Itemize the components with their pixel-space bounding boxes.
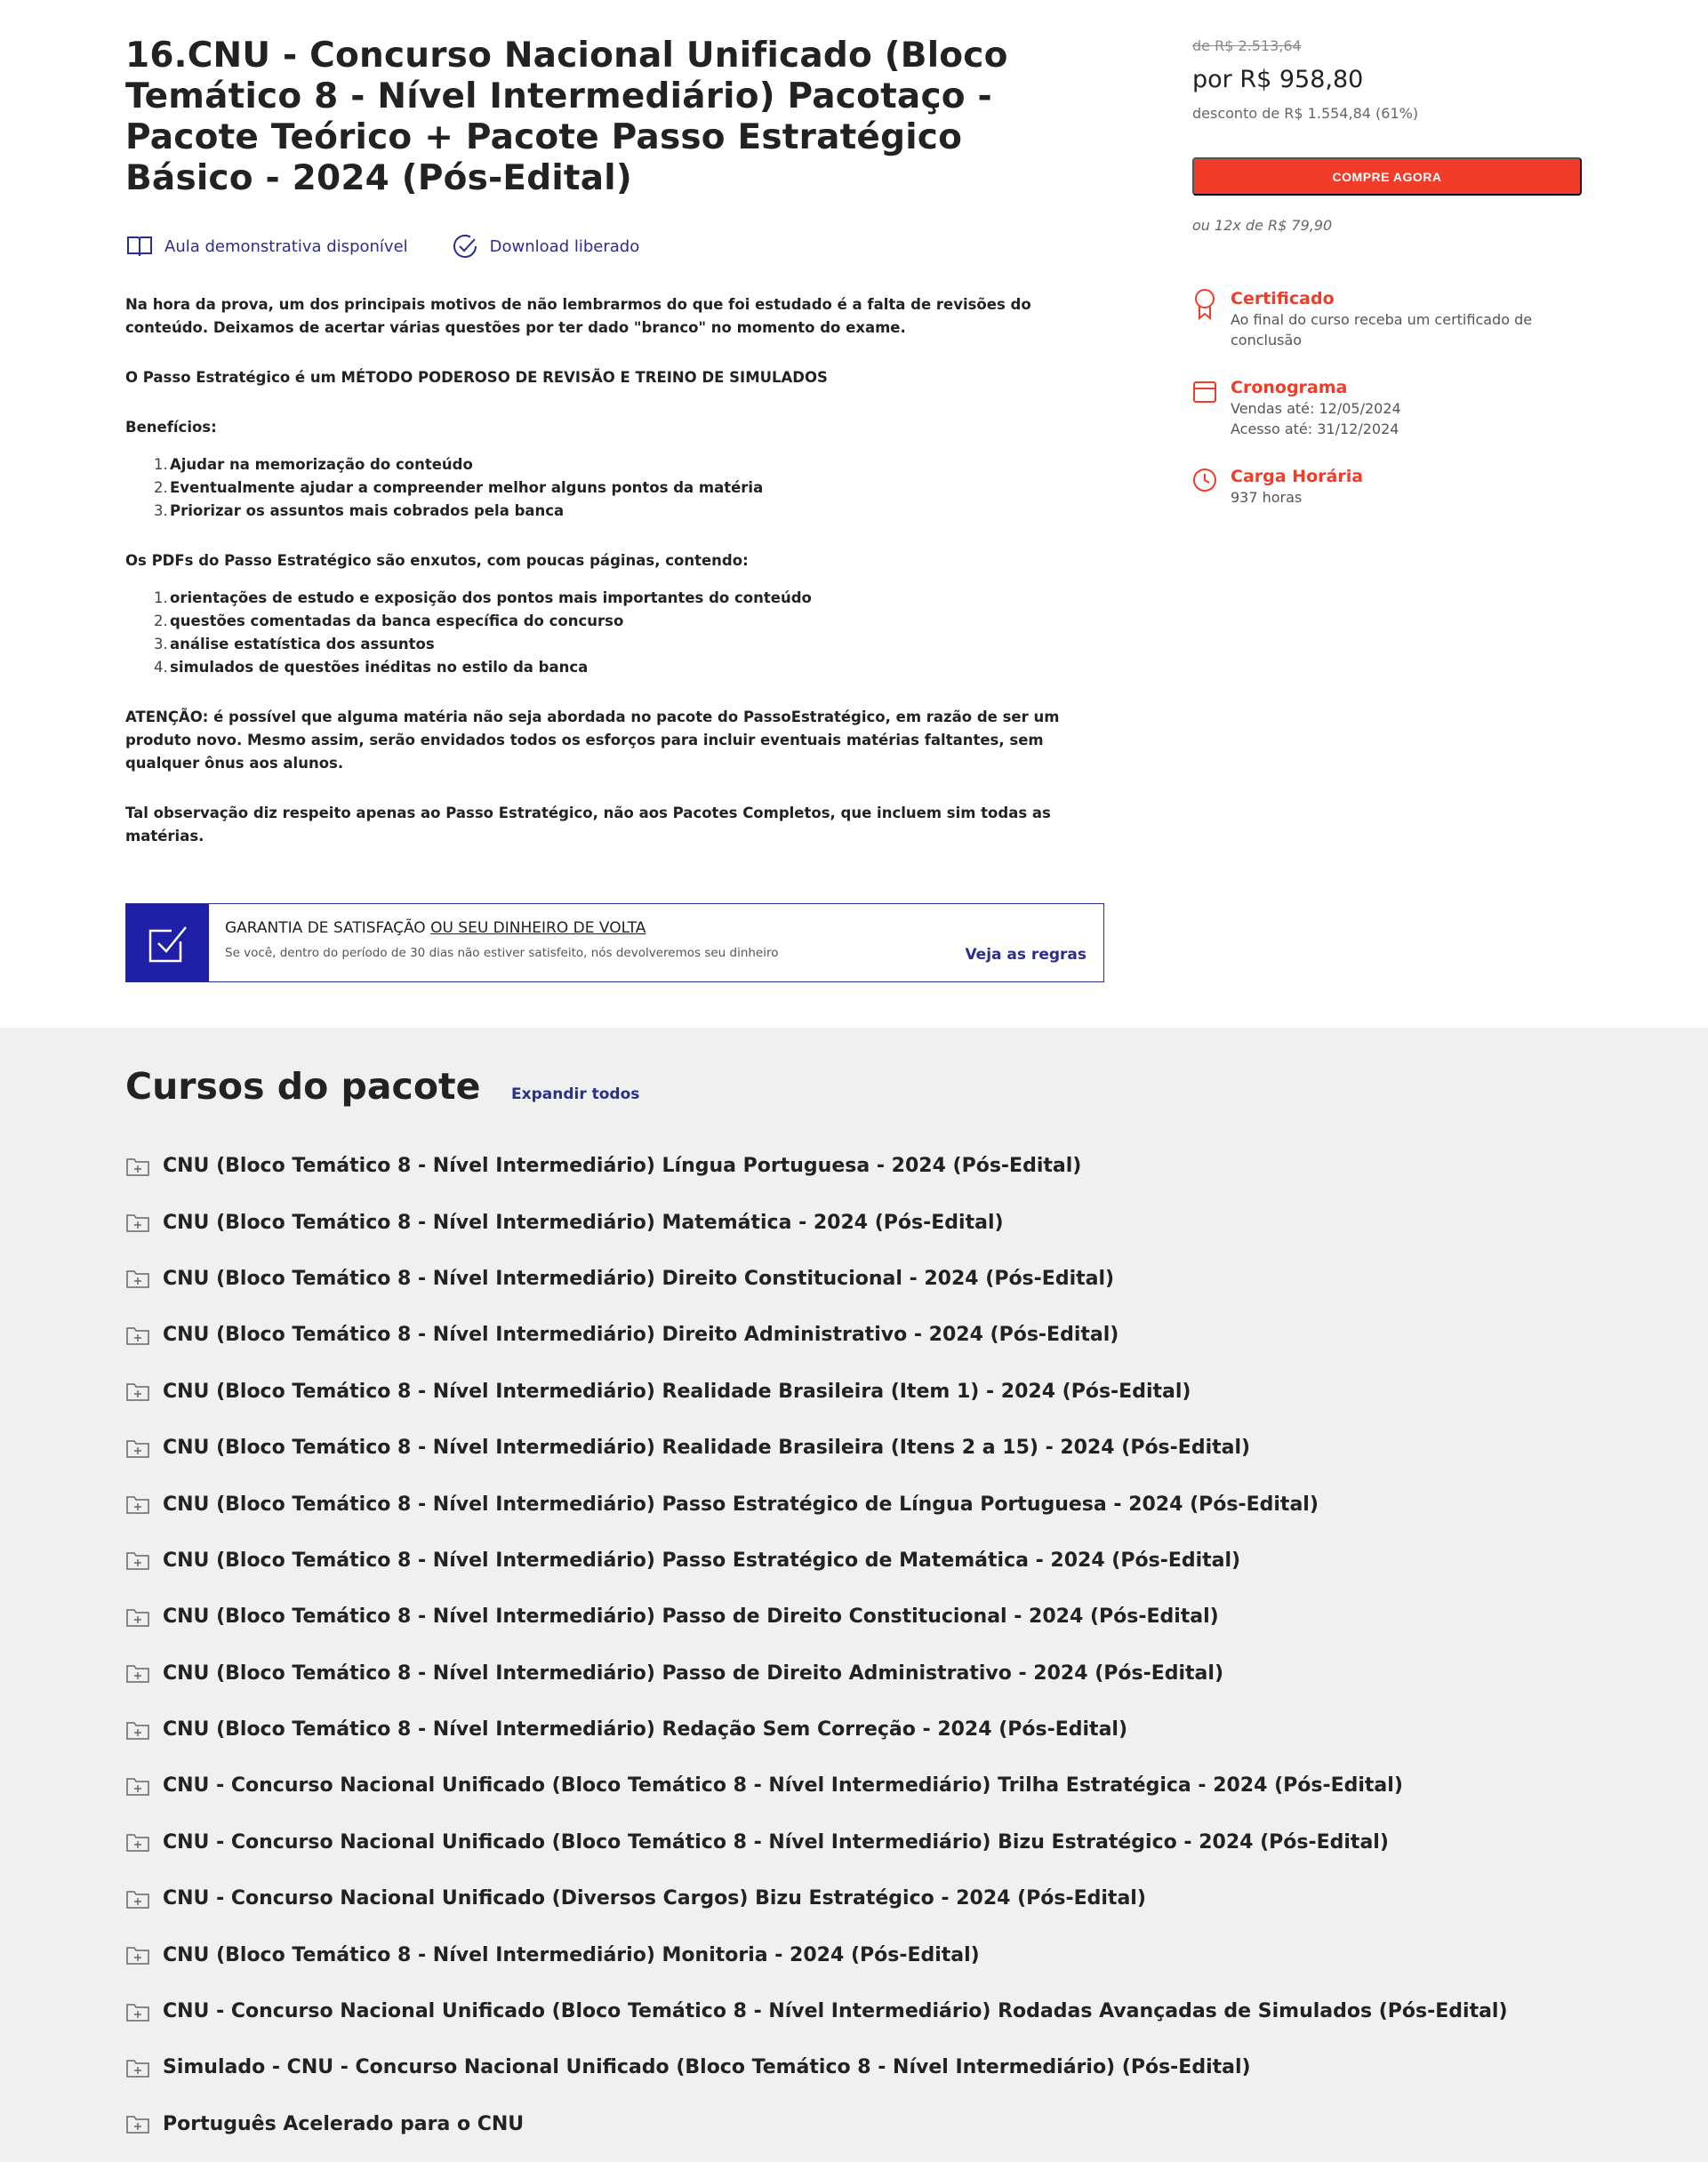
price-current: por R$ 958,80 — [1192, 66, 1364, 93]
course-row[interactable] — [125, 1194, 1637, 1250]
folder-plus-icon — [125, 2113, 150, 2134]
list-item: 1. Ajudar na memorização do conteúdo — [154, 456, 473, 473]
schedule-title: Cronograma — [1231, 378, 1348, 397]
clock-icon — [1192, 466, 1217, 498]
course-row[interactable] — [125, 1926, 1637, 1982]
expand-all-link[interactable]: Expandir todos — [511, 1085, 640, 1103]
course-name: Português Acelerado para o CNU — [163, 2112, 525, 2135]
course-name: CNU (Bloco Temático 8 - Nível Intermediário) Realidade Brasileira (Item 1) - 2024 (Pós-Edital) — [163, 1380, 1191, 1403]
list-item: 4. simulados de questões inéditas no estilo da banca — [154, 659, 589, 676]
course-list — [125, 1138, 1637, 2152]
course-row[interactable] — [125, 2096, 1637, 2152]
folder-plus-icon — [125, 1606, 150, 1628]
course-row[interactable] — [125, 1138, 1637, 1194]
price-discount: desconto de R$ 1.554,84 (61%) — [1192, 105, 1419, 122]
course-row[interactable] — [125, 1870, 1637, 1926]
course-row[interactable] — [125, 1983, 1637, 2039]
list-item: 2. Eventualmente ajudar a compreender melhor alguns pontos da matéria — [154, 479, 764, 496]
course-name: CNU (Bloco Temático 8 - Nível Intermediário) Passo Estratégico de Língua Portuguesa - 2024 (Pós-Edital) — [163, 1493, 1319, 1516]
product-section — [0, 0, 1708, 1028]
folder-plus-icon — [125, 1831, 150, 1853]
guarantee-icon-box — [126, 904, 209, 981]
course-name: CNU (Bloco Temático 8 - Nível Intermediário) Língua Portuguesa - 2024 (Pós-Edital) — [163, 1155, 1082, 1178]
course-row[interactable] — [125, 1646, 1637, 1702]
course-name: CNU (Bloco Temático 8 - Nível Intermediário) Realidade Brasileira (Itens 2 a 15) - 2024 (Pós-Edital) — [163, 1437, 1251, 1460]
course-name: Simulado - CNU - Concurso Nacional Unificado (Bloco Temático 8 - Nível Intermediário) (Pós-Edital) — [163, 2056, 1251, 2079]
checkbox-checked-icon — [145, 920, 191, 966]
folder-plus-icon — [125, 1549, 150, 1571]
course-row[interactable] — [125, 1364, 1637, 1420]
course-name: CNU - Concurso Nacional Unificado (Bloco Temático 8 - Nível Intermediário) Trilha Estratégica - 2024 (Pós-Edital) — [163, 1774, 1403, 1798]
course-row[interactable] — [125, 1758, 1637, 1814]
course-name: CNU (Bloco Temático 8 - Nível Intermediário) Direito Administrativo - 2024 (Pós-Edital) — [163, 1324, 1119, 1347]
folder-plus-icon — [125, 1437, 150, 1459]
course-name: CNU (Bloco Temático 8 - Nível Intermediário) Passo de Direito Administrativo - 2024 (Pós-Edital) — [163, 1662, 1223, 1685]
feature-download[interactable] — [451, 232, 640, 260]
pdfs-list — [125, 587, 1103, 679]
certificate-title: Certificado — [1231, 289, 1335, 308]
folder-plus-icon — [125, 2001, 150, 2022]
folder-plus-icon — [125, 2057, 150, 2078]
folder-plus-icon — [125, 1662, 150, 1684]
info-schedule — [1192, 377, 1584, 439]
folder-plus-icon — [125, 1888, 150, 1910]
folder-plus-icon — [125, 1212, 150, 1233]
course-name: CNU - Concurso Nacional Unificado (Bloco Temático 8 - Nível Intermediário) Bizu Estratégico - 2024 (Pós-Edital) — [163, 1830, 1389, 1854]
list-item: 1. orientações de estudo e exposição dos pontos mais importantes do conteúdo — [154, 589, 812, 606]
course-row[interactable] — [125, 1589, 1637, 1645]
feature-demo-class[interactable] — [125, 232, 408, 260]
folder-plus-icon — [125, 1775, 150, 1797]
feature-row — [125, 233, 639, 260]
certificate-text: Ao final do curso receba um certificado de conclusão — [1231, 311, 1533, 348]
folder-plus-icon — [125, 1944, 150, 1966]
feature-label: Download liberado — [489, 236, 640, 256]
observation-note: Tal observação diz respeito apenas ao Passo Estratégico, não aos Pacotes Completos, que incluem sim todas as matérias. — [125, 805, 1051, 845]
workload-text: 937 horas — [1231, 489, 1303, 506]
workload-title: Carga Horária — [1231, 467, 1364, 486]
list-item: 3. análise estatística dos assuntos — [154, 636, 435, 653]
check-circle-icon — [451, 232, 479, 260]
benefits-title: Benefícios: — [125, 419, 217, 436]
info-certificate — [1192, 288, 1584, 350]
description — [125, 293, 1103, 848]
page-title: 16.CNU - Concurso Nacional Unificado (Bloco Temático 8 - Nível Intermediário) Pacotaço - Pacote Teórico + Pacote Passo Estratégico Básico - 2024 (Pós-Edital) — [125, 36, 1008, 198]
guarantee-title: GARANTIA DE SATISFAÇÃO OU SEU DINHEIRO DE VOLTA — [225, 919, 646, 937]
description-intro: Na hora da prova, um dos principais motivos de não lembrarmos do que foi estudado é a falta de revisões do conteúdo. Deixamos de acertar várias questões por ter dado "branco" no momento do exame. — [125, 296, 1031, 336]
price-old: de R$ 2.513,64 — [1192, 37, 1302, 54]
course-row[interactable] — [125, 1476, 1637, 1532]
course-row[interactable] — [125, 1533, 1637, 1589]
course-name: CNU (Bloco Temático 8 - Nível Intermediário) Passo de Direito Constitucional - 2024 (Pós-Edital) — [163, 1605, 1219, 1629]
course-name: CNU (Bloco Temático 8 - Nível Intermediário) Passo Estratégico de Matemática - 2024 (Pós-Edital) — [163, 1549, 1241, 1572]
course-name: CNU (Bloco Temático 8 - Nível Intermediário) Monitoria - 2024 (Pós-Edital) — [163, 1943, 980, 1966]
guarantee-banner — [125, 903, 1104, 982]
course-name: CNU - Concurso Nacional Unificado (Diversos Cargos) Bizu Estratégico - 2024 (Pós-Edital) — [163, 1887, 1146, 1910]
course-row[interactable] — [125, 1251, 1637, 1307]
course-row[interactable] — [125, 1814, 1637, 1870]
description-method: O Passo Estratégico é um MÉTODO PODEROSO DE REVISÃO E TREINO DE SIMULADOS — [125, 369, 828, 386]
book-open-icon — [125, 232, 154, 260]
guarantee-subtitle: Se você, dentro do período de 30 dias não estiver satisfeito, nós devolveremos seu dinheiro — [225, 946, 779, 960]
course-name: CNU (Bloco Temático 8 - Nível Intermediário) Redação Sem Correção - 2024 (Pós-Edital) — [163, 1718, 1128, 1742]
course-row[interactable] — [125, 1702, 1637, 1758]
courses-title: Cursos do pacote — [125, 1065, 481, 1108]
info-workload — [1192, 466, 1584, 508]
calendar-icon — [1192, 377, 1217, 409]
course-name: CNU (Bloco Temático 8 - Nível Intermediário) Matemática - 2024 (Pós-Edital) — [163, 1211, 1004, 1234]
course-row[interactable] — [125, 2039, 1637, 2095]
list-item: 2. questões comentadas da banca específica do concurso — [154, 613, 624, 629]
folder-plus-icon — [125, 1381, 150, 1402]
award-ribbon-icon — [1192, 288, 1217, 320]
folder-plus-icon — [125, 1268, 150, 1289]
course-name: CNU - Concurso Nacional Unificado (Bloco Temático 8 - Nível Intermediário) Rodadas Avançadas de Simulados (Pós-Edital) — [163, 2000, 1508, 2023]
course-row[interactable] — [125, 1307, 1637, 1363]
benefits-list — [125, 453, 1103, 523]
folder-plus-icon — [125, 1156, 150, 1177]
installments-text: ou 12x de R$ 79,90 — [1192, 217, 1333, 234]
pdfs-title: Os PDFs do Passo Estratégico são enxutos, com poucas páginas, contendo: — [125, 552, 749, 569]
course-name: CNU (Bloco Temático 8 - Nível Intermediário) Direito Constitucional - 2024 (Pós-Edital) — [163, 1267, 1115, 1290]
course-row[interactable] — [125, 1420, 1637, 1476]
folder-plus-icon — [125, 1719, 150, 1741]
guarantee-rules-link[interactable]: Veja as regras — [965, 946, 1087, 964]
attention-note: ATENÇÃO: é possível que alguma matéria não seja abordada no pacote do PassoEstratégico, em razão de ser um produto novo. Mesmo assim, serão envidados todos os esforços para incluir eventuais matérias faltantes, sem qualquer ônus aos alunos. — [125, 709, 1060, 772]
folder-plus-icon — [125, 1493, 150, 1515]
list-item: 3. Priorizar os assuntos mais cobrados pela banca — [154, 502, 565, 519]
schedule-access: Acesso até: 31/12/2024 — [1231, 420, 1399, 437]
schedule-sales: Vendas até: 12/05/2024 — [1231, 400, 1401, 417]
buy-now-button[interactable]: COMPRE AGORA — [1192, 157, 1582, 196]
folder-plus-icon — [125, 1325, 150, 1346]
feature-label: Aula demonstrativa disponível — [164, 236, 408, 256]
